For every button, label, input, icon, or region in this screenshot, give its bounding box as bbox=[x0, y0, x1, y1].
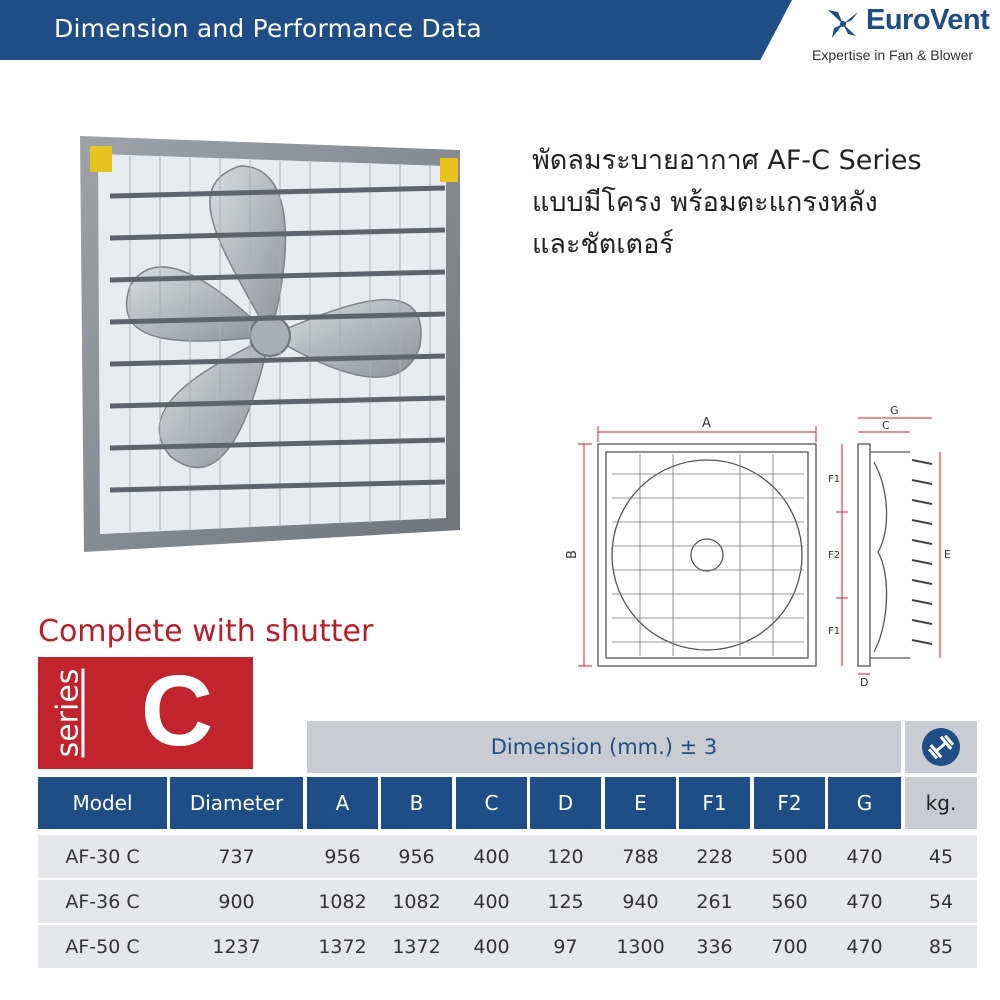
brand-tagline: Expertise in Fan & Blower bbox=[812, 47, 974, 63]
cell-f1: 261 bbox=[696, 890, 733, 913]
brand-logo: EuroVent bbox=[866, 4, 990, 36]
column-header-c: C bbox=[456, 777, 527, 829]
dim-label-f1-top: F1 bbox=[828, 474, 841, 485]
description-line: พัดลมระบายอากาศ AF-C Series bbox=[532, 145, 922, 176]
dim-label-d: D bbox=[860, 676, 869, 689]
dumbbell-icon bbox=[921, 727, 961, 767]
cell-weight: 45 bbox=[928, 845, 954, 868]
dim-label-g: G bbox=[890, 404, 899, 417]
weight-header-cell bbox=[905, 721, 977, 773]
series-badge bbox=[38, 657, 253, 769]
column-header-weight: kg. bbox=[905, 777, 977, 829]
cell-c: 400 bbox=[473, 935, 510, 958]
cell-g: 470 bbox=[846, 890, 883, 913]
cell-d: 120 bbox=[547, 845, 584, 868]
cell-diameter: 1237 bbox=[212, 935, 261, 958]
cell-a: 1372 bbox=[318, 935, 367, 958]
cell-b: 956 bbox=[398, 845, 435, 868]
cell-e: 788 bbox=[622, 845, 659, 868]
column-header-model: Model bbox=[38, 777, 167, 829]
description-line: แบบมีโครง พร้อมตะแกรงหลัง bbox=[532, 187, 878, 218]
dim-label-a: A bbox=[702, 416, 711, 431]
column-header-g: G bbox=[828, 777, 901, 829]
cell-c: 400 bbox=[473, 845, 510, 868]
column-header-a: A bbox=[307, 777, 378, 829]
series-subtitle: Complete with shutter bbox=[38, 614, 374, 649]
cell-e: 940 bbox=[622, 890, 659, 913]
cell-diameter: 737 bbox=[218, 845, 255, 868]
dim-label-c: C bbox=[882, 419, 890, 432]
cell-e: 1300 bbox=[616, 935, 665, 958]
dim-label-b: B bbox=[565, 550, 580, 559]
cell-b: 1372 bbox=[392, 935, 441, 958]
cell-g: 470 bbox=[846, 935, 883, 958]
column-header-diameter: Diameter bbox=[170, 777, 303, 829]
cell-diameter: 900 bbox=[218, 890, 255, 913]
page-title: Dimension and Performance Data bbox=[54, 14, 482, 43]
cell-f1: 228 bbox=[696, 845, 733, 868]
column-header-f2: F2 bbox=[754, 777, 825, 829]
eurovent-fan-icon bbox=[824, 6, 862, 42]
cell-f2: 700 bbox=[771, 935, 808, 958]
cell-f1: 336 bbox=[696, 935, 733, 958]
series-letter: C bbox=[140, 655, 214, 767]
cell-model: AF-50 C bbox=[65, 935, 140, 958]
column-header-f1: F1 bbox=[679, 777, 750, 829]
cell-model: AF-30 C bbox=[65, 845, 140, 868]
column-header-d: D bbox=[530, 777, 601, 829]
cell-d: 125 bbox=[547, 890, 584, 913]
cell-model: AF-36 C bbox=[65, 890, 140, 913]
cell-a: 1082 bbox=[318, 890, 367, 913]
dim-label-f2: F2 bbox=[828, 550, 841, 561]
dim-label-e: E bbox=[944, 548, 951, 561]
dim-label-f1-bottom: F1 bbox=[828, 626, 841, 637]
cell-d: 97 bbox=[553, 935, 578, 958]
description-line: และชัตเตอร์ bbox=[532, 229, 674, 260]
cell-weight: 85 bbox=[928, 935, 954, 958]
cell-weight: 54 bbox=[928, 890, 954, 913]
cell-a: 956 bbox=[324, 845, 361, 868]
cell-f2: 500 bbox=[771, 845, 808, 868]
series-word: series bbox=[50, 668, 86, 758]
dimension-drawing bbox=[560, 402, 980, 692]
product-description bbox=[532, 140, 922, 266]
column-header-e: E bbox=[605, 777, 676, 829]
cell-g: 470 bbox=[846, 845, 883, 868]
cell-c: 400 bbox=[473, 890, 510, 913]
column-header-b: B bbox=[381, 777, 452, 829]
fan-product-image bbox=[70, 126, 470, 556]
cell-b: 1082 bbox=[392, 890, 441, 913]
cell-f2: 560 bbox=[771, 890, 808, 913]
dimension-group-header: Dimension (mm.) ± 3 bbox=[307, 721, 901, 773]
